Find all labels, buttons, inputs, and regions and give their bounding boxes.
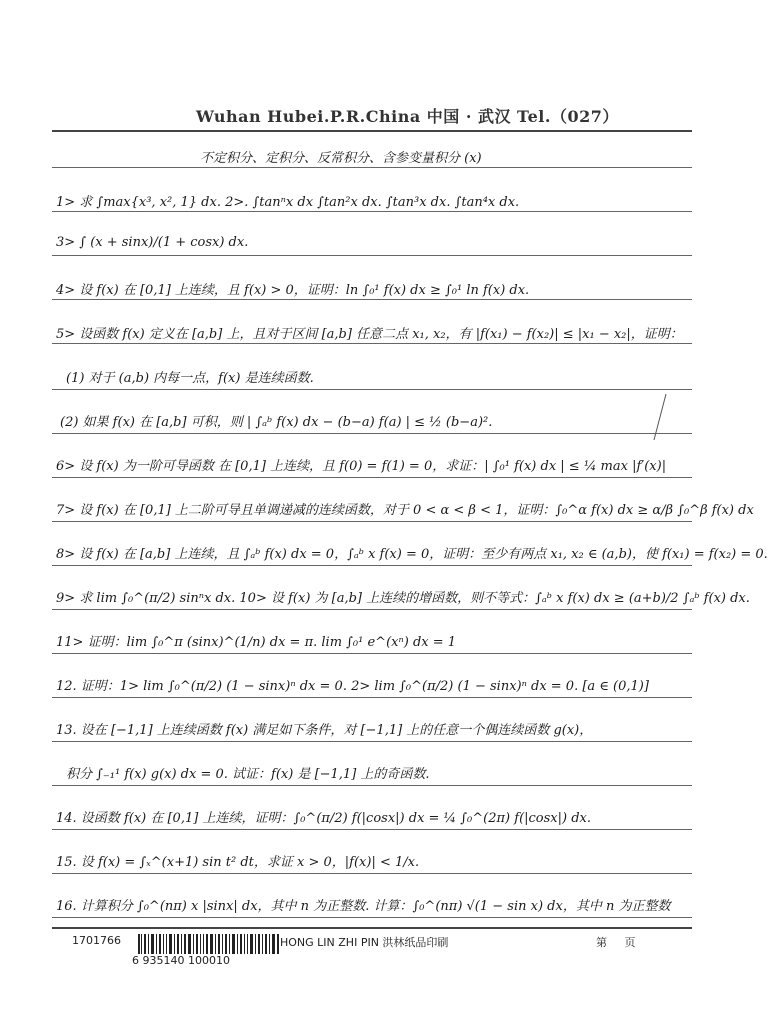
rule-line xyxy=(52,917,692,918)
problem-line: (1) 对于 (a,b) 内每一点，f(x) 是连续函数. xyxy=(66,371,314,386)
rule-line xyxy=(52,477,692,478)
rule-line xyxy=(52,389,692,390)
rule-line xyxy=(52,299,692,300)
problem-line: 16. 计算积分 ∫₀^(nπ) x |sinx| dx，其中 n 为正整数. 计算：∫₀^(nπ) √(1 − sin x) dx，其中 n 为正整数 xyxy=(56,899,671,914)
barcode-icon xyxy=(138,934,280,954)
problem-line: 13. 设在 [−1,1] 上连续函数 f(x) 满足如下条件，对 [−1,1] 上的任意一个偶连续函数 g(x)， xyxy=(56,723,593,738)
problem-line: 5> 设函数 f(x) 定义在 [a,b] 上，且对于区间 [a,b] 任意二点 x₁, x₂，有 |f(x₁) − f(x₂)| ≤ |x₁ − x₂|，证明： xyxy=(56,327,683,342)
barcode-number: 6 935140 100010 xyxy=(132,954,230,967)
problem-line: 14. 设函数 f(x) 在 [0,1] 上连续，证明：∫₀^(π/2) f(|cosx|) dx = ¼ ∫₀^(2π) f(|cosx|) dx. xyxy=(56,811,591,826)
rule-line xyxy=(52,565,692,566)
rule-line xyxy=(52,255,692,256)
problem-line: 1> 求 ∫max{x³, x², 1} dx. 2>. ∫tanⁿx dx ∫tan²x dx. ∫tan³x dx. ∫tan⁴x dx. xyxy=(56,195,520,210)
problem-line: 12. 证明：1> lim ∫₀^(π/2) (1 − sinx)ⁿ dx = 0. 2> lim ∫₀^(π/2) (1 − sinx)ⁿ dx = 0. [a ∈ (0,1)] xyxy=(56,679,649,694)
problem-line: 8> 设 f(x) 在 [a,b] 上连续，且 ∫ₐᵇ f(x) dx = 0，∫ₐᵇ x f(x) = 0，证明：至少有两点 x₁, x₂ ∈ (a,b)，使 f(x₁) = f(x₂) = 0. xyxy=(56,547,768,562)
printer-brand: HONG LIN ZHI PIN 洪林纸品印刷 xyxy=(280,936,449,949)
rule-line xyxy=(52,697,692,698)
problem-line: 15. 设 f(x) = ∫ₓ^(x+1) sin t² dt，求证 x > 0，|f(x)| < 1/x. xyxy=(56,855,420,870)
problem-line: 3> ∫ (x + sinx)/(1 + cosx) dx. xyxy=(56,235,249,250)
problem-line: 6> 设 f(x) 为一阶可导函数 在 [0,1] 上连续，且 f(0) = f(1) = 0，求证：| ∫₀¹ f(x) dx | ≤ ¼ max |f′(x)| xyxy=(56,459,667,474)
problem-line: 11> 证明：lim ∫₀^π (sinx)^(1/n) dx = π. lim ∫₀¹ e^(xⁿ) dx = 1 xyxy=(56,635,457,650)
rule-line xyxy=(52,741,692,742)
rule-line xyxy=(52,653,692,654)
rule-line xyxy=(52,609,692,610)
rule-line xyxy=(52,521,692,522)
rule-line xyxy=(52,829,692,830)
rule-line xyxy=(52,211,692,212)
rule-line xyxy=(52,343,692,344)
problem-line: (2) 如果 f(x) 在 [a,b] 可积，则 | ∫ₐᵇ f(x) dx − (b−a) f(a) | ≤ ½ (b−a)². xyxy=(60,415,493,430)
problem-line: 7> 设 f(x) 在 [0,1] 上二阶可导且单调递减的连续函数，对于 0 < α < β < 1，证明：∫₀^α f(x) dx ≥ α/β ∫₀^β f(x) dx xyxy=(56,503,754,518)
problem-line: 9> 求 lim ∫₀^(π/2) sinⁿx dx. 10> 设 f(x) 为 [a,b] 上连续的增函数，则不等式：∫ₐᵇ x f(x) dx ≥ (a+b)/2 ∫ₐᵇ f(x) dx. xyxy=(56,591,750,606)
problem-line: 4> 设 f(x) 在 [0,1] 上连续，且 f(x) > 0，证明：ln ∫₀¹ f(x) dx ≥ ∫₀¹ ln f(x) dx. xyxy=(56,283,530,298)
page-number-label: 第 页 xyxy=(596,936,636,949)
problem-line: 积分 ∫₋₁¹ f(x) g(x) dx = 0. 试证：f(x) 是 [−1,1] 上的奇函数. xyxy=(66,767,430,782)
page-title: 不定积分、定积分、反常积分、含参变量积分 (x) xyxy=(200,151,482,166)
rule-line xyxy=(52,433,692,434)
rule-line xyxy=(52,785,692,786)
header-rule xyxy=(52,130,692,132)
footer-code: 1701766 xyxy=(72,934,121,947)
rule-line xyxy=(52,167,692,168)
margin-pencil-mark xyxy=(650,392,670,444)
footer-rule xyxy=(52,927,692,929)
rule-line xyxy=(52,873,692,874)
page-header: Wuhan Hubei.P.R.China 中国 · 武汉 Tel.（027） xyxy=(196,107,619,126)
